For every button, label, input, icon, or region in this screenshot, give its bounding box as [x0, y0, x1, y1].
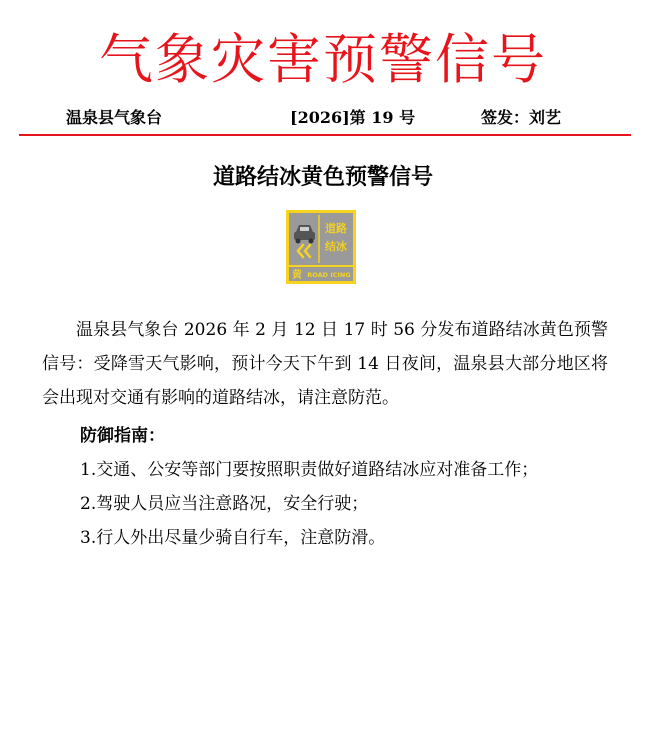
warning-paragraph: 温泉县气象台 2026 年 2 月 12 日 17 时 56 分发布道路结冰黄色预警信号：受降雪天气影响，预计今天下午到 14 日夜间，温泉县大部分地区将会出现对交通有影响的道路结冰，请注意防范。 — [42, 320, 608, 408]
icon-english-text: ROAD ICING — [307, 271, 351, 279]
document-meta-row — [0, 106, 646, 130]
issue-number: [2026]第 19 号 — [290, 108, 416, 127]
road-icing-yellow-icon — [286, 210, 356, 284]
guide-item: 1.交通、公安等部门要按照职责做好道路结冰应对准备工作； — [80, 460, 539, 480]
guide-heading: 防御指南： — [80, 426, 165, 446]
guide-item: 3.行人外出尽量少骑自行车，注意防滑。 — [80, 528, 386, 548]
signal-title: 道路结冰黄色预警信号 — [212, 164, 433, 190]
guide-item: 2.驾驶人员应当注意路况，安全行驶； — [80, 494, 369, 514]
header-divider — [19, 134, 631, 136]
icon-text-line2: 结冰 — [325, 240, 347, 253]
icon-level-char: 黄 — [292, 270, 302, 281]
document-title: 气象灾害预警信号 — [99, 28, 547, 91]
issuer-name: 温泉县气象台 — [66, 108, 163, 127]
icon-text-line1: 道路 — [325, 222, 347, 235]
guide-list — [80, 453, 600, 555]
svg-text:道路 — [325, 221, 347, 235]
signer: 签发：刘艺 — [481, 108, 562, 127]
svg-text:结冰 — [325, 239, 347, 253]
